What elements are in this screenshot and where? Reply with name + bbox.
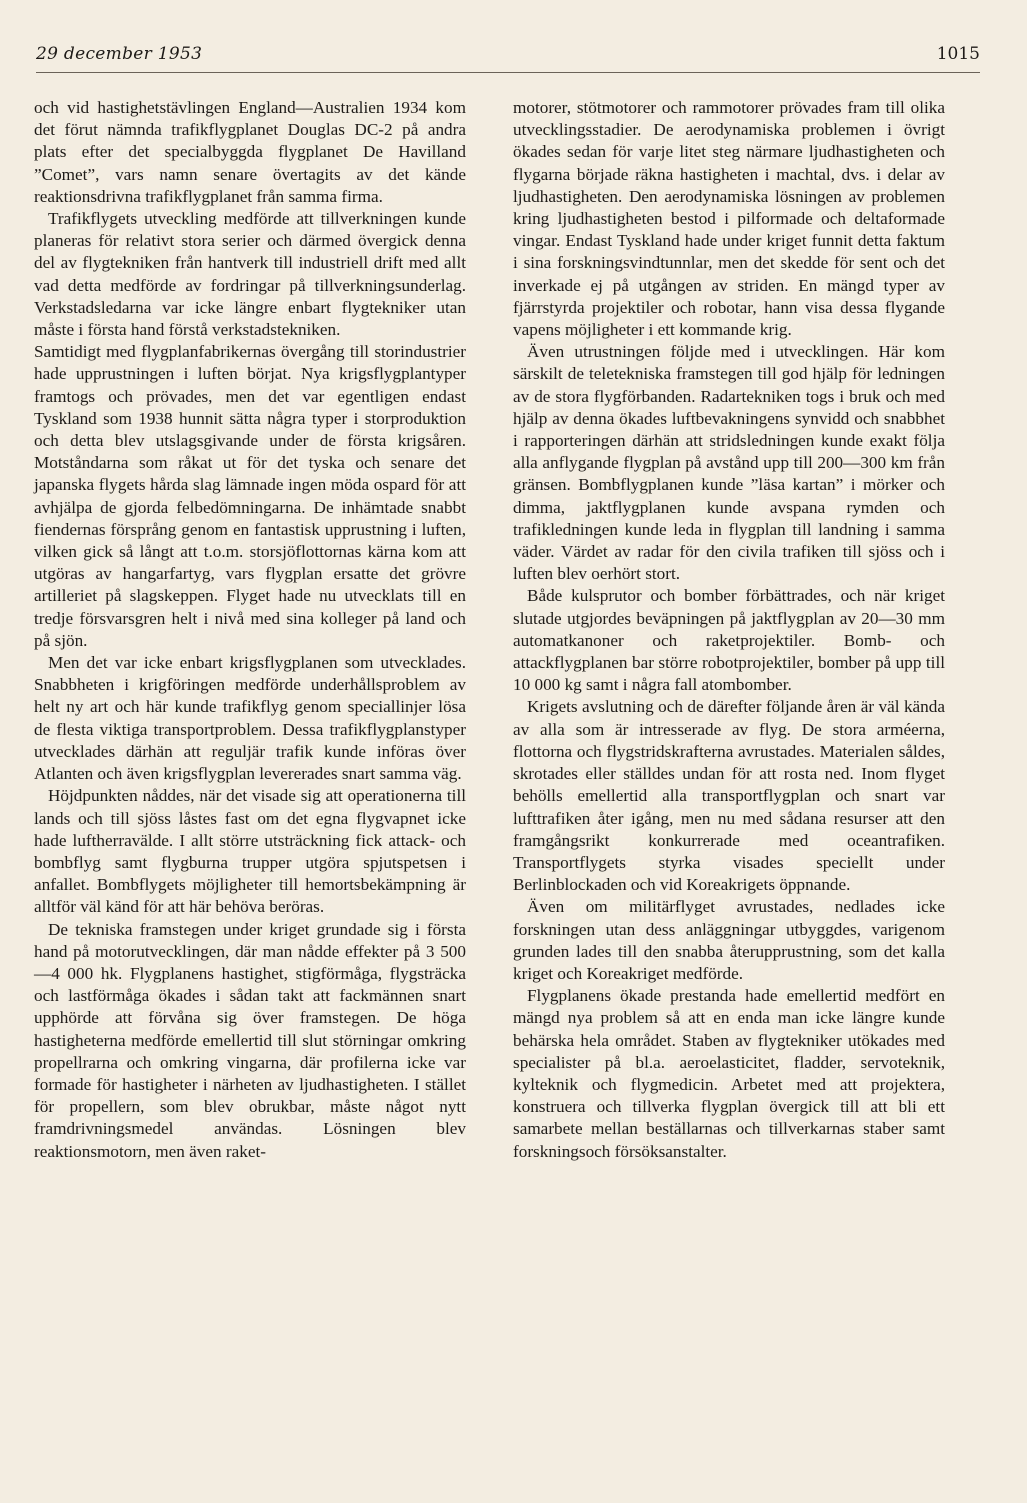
paragraph: Trafikflygets utveckling medförde att tillverkningen kunde planeras för relativt stora serier och därmed övergick denna del av flygtekniken från hantverk till industriell drift med allt vad detta medförde av fordringar på tillverkningsunderlag. Verkstadsledarna var icke längre enbart flygtekniker utan måste i första hand förstå verkstadstekniken. — [34, 209, 466, 340]
header-rule — [36, 72, 980, 73]
paragraph: Både kulsprutor och bomber förbättrades, och när kriget slutade utgjordes beväpningen på jaktflygplan av 20—30 mm automatkanoner och raketprojektiler. Bomb- och attackflygplanen bar större robotprojektiler, bomber på upp till 10 000 kg samt i några fall atombomber. — [513, 586, 945, 695]
paragraph: Krigets avslutning och de därefter följande åren är väl kända av alla som är intresserade av flyg. De stora arméerna, flottorna och flygstridskrafterna avrustades. Materialen såldes, skrotades eller ställdes undan för att rosta ned. Inom flyget behölls emellertid alla transportflygplan och snart var lufttrafiken åter igång, men nu med sådana resurser att den framgångsrikt konkurrerade med oceantrafiken. Transportflygets styrka visades speciellt under Berlinblockaden och vid Koreakrigets öppnande. — [513, 697, 945, 895]
page-header — [36, 44, 980, 74]
right-column — [513, 97, 945, 1163]
paragraph: Även om militärflyget avrustades, nedlades icke forskningen utan dess anläggningar utbyggdes, varigenom grunden lades till den snabba återupprustning, som det kalla kriget och Koreakriget medförde. — [513, 897, 945, 983]
header-date: 29 december 1953 — [36, 44, 203, 64]
paragraph: Även utrustningen följde med i utvecklingen. Här kom särskilt de teletekniska framstegen till god hjälp för ledningen av de stora flygförbanden. Radartekniken togs i bruk och med hjälp av denna ökades luftbevakningens synvidd och snabbhet i rapporteringen därhän att stridsledningen kunde exakt följa alla anflygande flygplan på avstånd upp till 200—300 km från gränsen. Bombflygplanen kunde ”läsa kartan” i mörker och dimma, jaktflygplanen kunde avspana rymden och trafikledningen kunde leda in flygplan till landning i samma väder. Värdet av radar för den civila trafiken till sjöss och i luften blev oerhört stort. — [513, 342, 945, 584]
paragraph: Samtidigt med flygplanfabrikernas övergång till storindustrier hade upprustningen i luften börjat. Nya krigsflygplantyper framtogs och prövades, men det var egentligen endast Tyskland som 1938 hunnit sätta några typer i storproduktion och detta blev utslagsgivande under de första krigsåren. Motståndarna som råkat ut för det tyska och senare det japanska flygets hårda slag lämnade ingen möda ospard för att avhjälpa de gjorda felbedömningarna. De inhämtade snabbt fiendernas försprång genom en fantastisk upprustning i luften, vilken gick så långt att t.o.m. storsjöflottornas kärna kom att utgöras av hangarfartyg, vars flygplan ersatte det grövre artilleriet på slagskeppen. Flyget hade nu utvecklats till en tredje försvarsgren helt i nivå med sina kolleger på land och på sjön. — [34, 342, 466, 650]
paragraph: motorer, stötmotorer och rammotorer prövades fram till olika utvecklingsstadier. De aerodynamiska problemen i övrigt ökades sedan för varje litet steg närmare ljudhastigheten och flygarna började räkna hastigheten i machtal, dvs. i delar av ljudhastigheten. Den aerodynamiska lösningen av problemen kring ljudhastigheten bestod i pilformade och deltaformade vingar. Endast Tyskland hade under kriget funnit detta faktum i sina forskningsvindtunnlar, men det skedde för sent och det inverkade ej på utgången av striden. En mängd typer av fjärrstyrda projektiler och robotar, hann visa dessa flygande vapens möjligheter i ett kommande krig. — [513, 98, 945, 340]
paragraph: och vid hastighetstävlingen England—Australien 1934 kom det förut nämnda trafikflygplanet Douglas DC-2 på andra plats efter det specialbyggda flygplanet De Havilland ”Comet”, vars namn senare övertagits av det kände reaktionsdrivna trafikflygplanet från samma firma. — [34, 98, 466, 206]
paragraph: Höjdpunkten nåddes, när det visade sig att operationerna till lands och till sjöss låstes fast om det egna flygvapnet icke hade luftherravälde. I allt större utsträckning fick attack- och bombflyg samt flygburna trupper utgöra spjutspetsen i anfallet. Bombflygets möjligheter till hemortsbekämpning är alltför väl känd för att här behöva beröras. — [34, 786, 466, 917]
paragraph: Flygplanens ökade prestanda hade emellertid medfört en mängd nya problem så att en enda man icke längre kunde behärska hela området. Staben av flygtekniker utökades med specialister på bl.a. aeroelasticitet, fladder, servoteknik, kylteknik och flygmedicin. Arbetet med att projektera, konstruera och tillverka flygplan övergick till att bli ett samarbete mellan beställarnas och tillverkarnas staber samt forskningsoch försöksanstalter. — [513, 986, 945, 1161]
paragraph: Men det var icke enbart krigsflygplanen som utvecklades. Snabbheten i krigföringen medförde underhållsproblem av helt ny art och här kunde trafikflyg genom speciallinjer lösa de flesta viktiga transportproblem. Dessa trafikflygplanstyper utvecklades därhän att reguljär trafik kunde införas över Atlanten och även krigsflygplan levererades snart samma väg. — [34, 653, 466, 784]
paragraph: De tekniska framstegen under kriget grundade sig i första hand på motorutvecklingen, där man nådde effekter på 3 500—4 000 hk. Flygplanens hastighet, stigförmåga, flygsträcka och lastförmåga ökades i sådan takt att fackmännen snart upphörde att förvåna sig över framstegen. De höga hastigheterna medförde emellertid till slut störningar omkring propellrarna och omkring vingarna, där profilerna icke var formade för hastigheter i närheten av ljudhastigheten. I stället för propellern, som blev obrukbar, måste något nytt framdrivningsmedel användas. Lösningen blev reaktionsmotorn, men även raket- — [34, 919, 466, 1161]
page-number: 1015 — [936, 44, 980, 64]
left-column — [34, 97, 466, 1163]
